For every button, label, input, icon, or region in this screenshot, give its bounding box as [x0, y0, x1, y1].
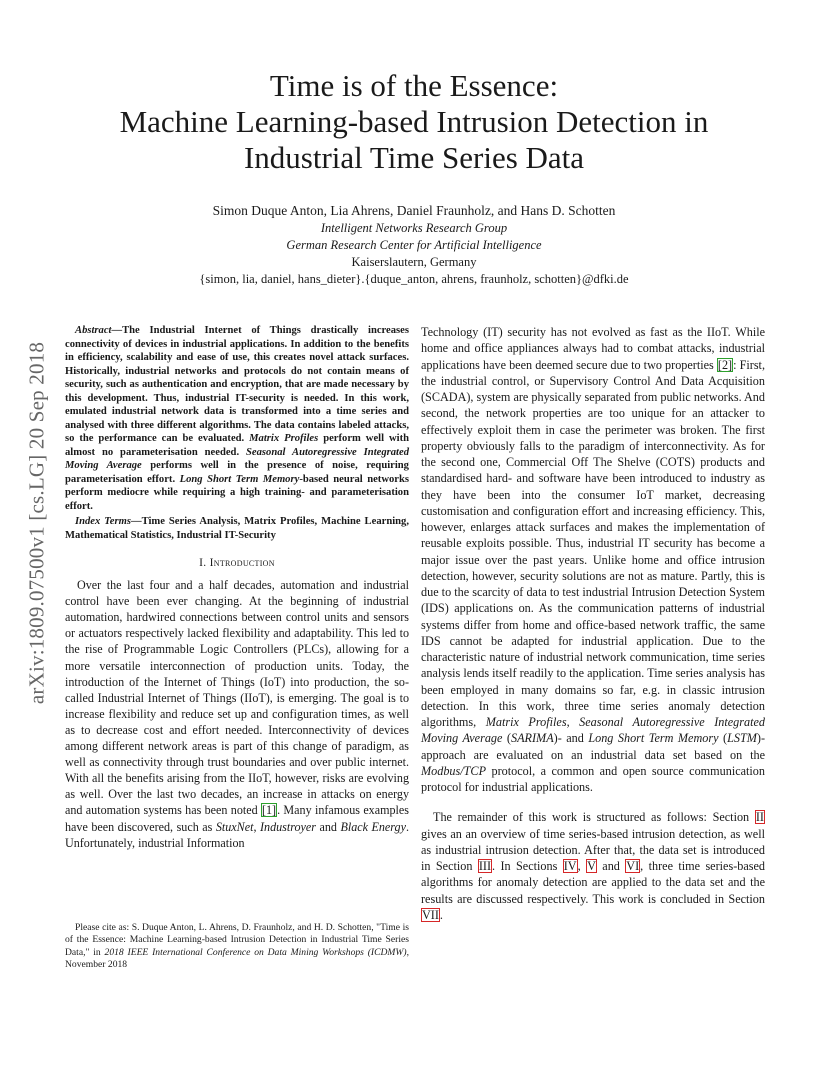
- abstract-sarima: Seasonal Autoregressive Integrated Moving Average: [65, 446, 409, 471]
- intro-right-text-8: protocol, a common and open source communication protocol for industrial applications.: [421, 763, 765, 794]
- intro-right-text-7: )-approach are evaluated on an industrial data set based on the: [421, 731, 766, 762]
- intro-right-text-3: ,: [566, 715, 580, 729]
- structure-text-2: gives an an overview of time series-based intrusion detection, as well as industrial intrusion detection. After that, the data set is introduced in Section: [421, 826, 765, 873]
- intro-industroyer: Industroyer: [260, 819, 316, 834]
- abstract-text-4: -based neural networks perform mediocre while requiring a high training- and parameterisation effort.: [65, 473, 409, 512]
- arxiv-identifier-text: arXiv:1809.07500v1 [cs.LG] 20 Sep 2018: [24, 341, 49, 705]
- intro-text-4: and: [315, 819, 341, 834]
- intro-text-2: . Many infamous examples have been discovered, such as: [65, 803, 409, 834]
- intro-right-text-4: (: [502, 731, 511, 746]
- section-link-vi[interactable]: VI: [626, 859, 640, 873]
- abstract-matrix-profiles: Matrix Profiles: [249, 433, 319, 444]
- abstract: [65, 324, 409, 513]
- intro-right-text-2: : First, the industrial control, or Supervisory Control And Data Acquisition (SCADA), system are physically separated from public networks. And second, the network properties are too unique for an attacker to effectively exploit them in case the perimeter was broken. The first property obviously falls to the paradigm of interconnectivity. As for the second one, Commercial Off The Shelve (COTS) products and standardised hard- and software have been introduced to industry as they have been into the consumer IoT market, decreasing customisation and configuration effort and increasing efficiency. This, however, enlarges attack surfaces and makes the implementation of reusable exploits possible. Thus, industrial IT security has become a major issue over the past years. Unlike home and office intrusion detection, however, security solutions are not as mature. Partly, this is due to the scarcity of data to test industrial Intrusion Detection System (IDS) applications on. As the communication patterns of industrial systems differ from home and office-based network traffic, the same IDS cannot be adapted for industrial application. Due to the characteristic nature of industrial network communication, time series analysis lends itself readily to the application. Time series analysis has been employed in many domains so far, e.g. in classic intrusion detection. In this work, three time series anomaly detection algorithms,: [421, 357, 765, 729]
- section-link-iv[interactable]: IV: [563, 859, 577, 873]
- abstract-lstm: Long Short Term Memory: [179, 473, 300, 485]
- paper-title: [60, 68, 768, 176]
- section-link-iii[interactable]: III: [478, 859, 492, 873]
- structure-paragraph: [421, 809, 765, 923]
- intro-text-5: . Unfortunately, industrial Information: [65, 819, 410, 850]
- structure-text-3: . In Sections: [492, 859, 563, 873]
- abstract-text-2: perform well with almost no parameterisation needed.: [65, 433, 409, 458]
- footnote-text-1: Please cite as: S. Duque Anton, L. Ahrens, D. Fraunholz, and H. D. Schotten, "Time is of the Essence: Machine Learning-based Intrusion Detection in Industrial Time Series Data," in: [65, 922, 409, 958]
- author-emails: {simon, lia, daniel, hans_dieter}.{duque_anton, ahrens, fraunholz, schotten}@dfki.de: [199, 272, 629, 286]
- intro-right-sarima: Seasonal Autoregressive Integrated Moving Average: [421, 715, 766, 746]
- author-names: Simon Duque Anton, Lia Ahrens, Daniel Fraunholz, and Hans D. Schotten: [212, 203, 616, 218]
- right-column: [421, 324, 765, 923]
- footnote-text-2: , November 2018: [65, 946, 410, 971]
- author-block: [60, 202, 768, 288]
- structure-text-4: ,: [577, 859, 587, 873]
- intro-right-text-6: (: [718, 731, 728, 746]
- section-heading-introduction: I. Introduction: [199, 557, 275, 569]
- author-group: Intelligent Networks Research Group: [320, 221, 508, 235]
- structure-text-6: , three time series-based algorithms for anomaly detection are applied to the data set and the results are discussed respectively. This work is concluded in Section: [421, 859, 766, 906]
- section-link-ii[interactable]: II: [755, 810, 764, 825]
- intro-text-1: Over the last four and a half decades, automation and industrial control have been ever changing. At the beginning of industrial automation, hardwired connections between control units and sensors or actuators respectively lacked flexibility and adaptability. This led to the rise of Programmable Logic Controllers (PLCs), allowing for a more versatile interconnection of production units. Today, the introduction of the Internet of Things (IoT) into production, the so-called Industrial Internet of Things (IIoT), is emerging. The goal is to increase flexibility and reduce set up and configuration times, as well as to decrease cost and effort needed. Interconnectivity of devices among different network areas is part of this change of paradigm, as well as connectivity through trust boundaries and over public internet. With all the benefits arising from the IIoT, however, risks are evolving as well. Over the last two decades, an increase in attacks on energy and automation systems has been noted: [65, 578, 409, 818]
- intro-right-text-1: Technology (IT) security has not evolved as fast as the IIoT. While home and office appliances always had to combat attacks, industrial applications have been deemed secure due to two properties: [421, 325, 765, 372]
- author-location: Kaiserslautern, Germany: [351, 255, 477, 269]
- citation-link-1[interactable]: [1]: [261, 803, 277, 818]
- arxiv-identifier: [22, 288, 52, 758]
- index-terms-lead: Index Terms: [75, 516, 131, 527]
- structure-text-5: and: [596, 859, 626, 873]
- citation-link-2[interactable]: [2]: [717, 357, 733, 372]
- title-line-2: Machine Learning-based Intrusion Detection in: [119, 104, 709, 139]
- intro-right-text-5: )- and: [553, 731, 589, 746]
- intro-right-lstm-abbr: LSTM: [727, 731, 757, 746]
- intro-right-modbus: Modbus/TCP: [421, 763, 487, 778]
- section-link-v[interactable]: V: [587, 859, 596, 873]
- citation-footnote: [65, 922, 409, 972]
- intro-stuxnet: StuxNet: [215, 819, 254, 834]
- title-line-3: Industrial Time Series Data: [243, 140, 585, 175]
- intro-right-lstm: Long Short Term Memory: [588, 731, 719, 746]
- left-column: [65, 324, 409, 851]
- index-terms: [65, 515, 409, 542]
- structure-text-7: .: [439, 907, 443, 922]
- index-terms-text: —Time Series Analysis, Matrix Profiles, Machine Learning, Mathematical Statistics, Industrial IT-Security: [65, 516, 409, 541]
- section-link-vii[interactable]: VII: [422, 907, 439, 922]
- intro-right-sarima-abbr: SARIMA: [511, 731, 554, 746]
- author-institute: German Research Center for Artificial Intelligence: [286, 238, 542, 252]
- intro-right-matrix-profiles: Matrix Profiles: [485, 715, 567, 729]
- abstract-text-1: —The Industrial Internet of Things drastically increases connectivity of devices in industrial applications. In addition to the benefits in efficiency, scalability and ease of use, this creates novel attack surfaces. Historically, industrial networks and protocols do not contain means of security, such as authentication and encryption, that are made necessary by this development. Thus, industrial IT-security is needed. In this work, emulated industrial network data is transformed into a time series and analysed with three different algorithms. The data contains labeled attacks, so the performance can be evaluated.: [65, 325, 409, 444]
- intro-paragraph-left: [65, 577, 409, 851]
- intro-text-3: ,: [253, 819, 260, 834]
- footnote-venue: 2018 IEEE International Conference on Data Mining Workshops (ICDMW): [104, 946, 407, 958]
- abstract-lead: Abstract: [75, 325, 112, 336]
- intro-paragraph-right: [421, 324, 765, 795]
- structure-text-1: The remainder of this work is structured as follows: Section: [433, 810, 755, 825]
- title-line-1: Time is of the Essence:: [269, 68, 559, 103]
- intro-black-energy: Black Energy: [340, 819, 406, 834]
- abstract-text-3: performs well in the presence of noise, requiring parameterisation effort.: [65, 460, 409, 485]
